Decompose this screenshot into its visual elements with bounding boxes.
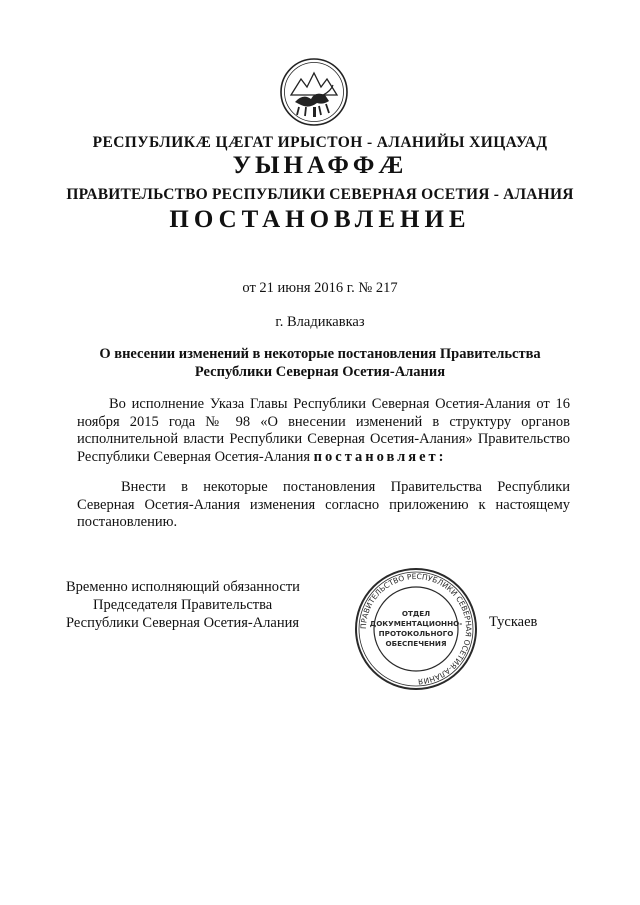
svg-text:ПРОТОКОЛЬНОГО: ПРОТОКОЛЬНОГО [378, 629, 454, 638]
document-city: г. Владикавказ [275, 314, 365, 330]
svg-text:ПРАВИТЕЛЬСТВО РЕСПУБЛИКИ СЕВЕР: ПРАВИТЕЛЬСТВО РЕСПУБЛИКИ СЕВЕРНАЯ ОСЕТИЯ-АЛАНИЯ [358, 571, 474, 687]
header-decree-ossetian: УЫНАФФӔ [232, 152, 408, 179]
svg-text:ОТДЕЛ: ОТДЕЛ [401, 609, 431, 618]
body-paragraph-2: Внести в некоторые постановления Правительства Республики Северная Осетия-Алания изменения согласно приложению к настоящему постановлению. [77, 479, 570, 530]
signature-position-line-2: Председателя Правительства [93, 597, 273, 613]
coat-of-arms-emblem [279, 57, 349, 127]
paragraph-1-text: Во исполнение Указа Главы Республики Северная Осетия-Алания от 16 ноября 2015 года № 98 «О внесении изменений в структуру органов исполнительной власти Республики Северная Осетия-Алания» Правительство Республики Северная Осетия-Алания [77, 396, 570, 465]
signature-position-line-1: Временно исполняющий обязанности [66, 579, 300, 595]
signature-position-line-3: Республики Северная Осетия-Алания [66, 615, 300, 631]
document-date-number: от 21 июня 2016 г. № 217 [242, 280, 398, 296]
subject-line-2: Республики Северная Осетия-Алания [194, 364, 446, 380]
document-subject [0, 345, 640, 381]
svg-text:ОБЕСПЕЧЕНИЯ: ОБЕСПЕЧЕНИЯ [385, 639, 447, 648]
header-government-russian: ПРАВИТЕЛЬСТВО РЕСПУБЛИКИ СЕВЕРНАЯ ОСЕТИЯ - АЛАНИЯ [66, 186, 574, 203]
signatory-surname: Тускаев [489, 614, 538, 630]
svg-text:ДОКУМЕНТАЦИОННО-: ДОКУМЕНТАЦИОННО- [369, 619, 463, 628]
subject-line-1: О внесении изменений в некоторые постановления Правительства [99, 346, 541, 362]
signature-block [66, 578, 300, 632]
header-republic-ossetian: РЕСПУБЛИКӔ ЦӔГАТ ИРЫСТОН - АЛАНИЙЫ ХИЦАУАД [92, 134, 548, 151]
official-seal-stamp [353, 566, 479, 692]
body-paragraph-1 [77, 396, 570, 466]
decree-keyword: постановляет: [313, 448, 447, 465]
header-decree-russian: ПОСТАНОВЛЕНИЕ [169, 206, 471, 233]
